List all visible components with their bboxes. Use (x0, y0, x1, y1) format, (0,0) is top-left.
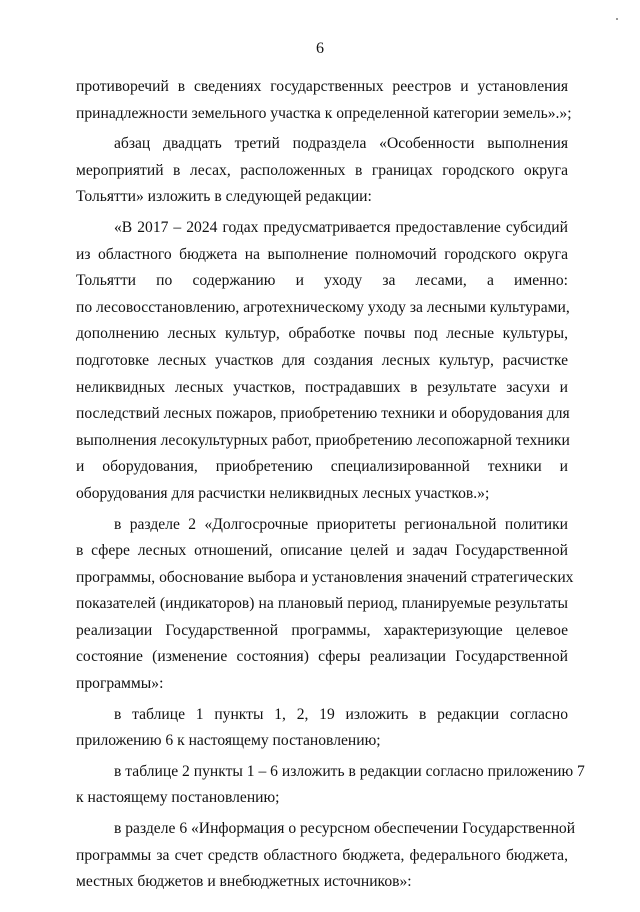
text-line: в таблице 2 пункты 1 – 6 изложить в редакции согласно приложению 7 (114, 762, 585, 780)
text-line: и оборудования, приобретению специализированной техники и (76, 458, 568, 476)
text-line: дополнению лесных культур, обработке почвы под лесные культуры, (76, 325, 568, 343)
text-line: показателей (индикаторов) на плановый период, планируемые результаты (76, 595, 568, 613)
text-line: принадлежности земельного участка к определенной категории земель».»; (76, 104, 572, 122)
text-line: в сфере лесных отношений, описание целей и задач Государственной (76, 542, 568, 560)
text-line: последствий лесных пожаров, приобретению техники и оборудования для (76, 405, 570, 423)
text-line: программы за счет средств областного бюджета, федерального бюджета, (76, 846, 568, 864)
text-line: программы, обоснование выбора и установления значений стратегических (76, 568, 574, 586)
text-line: «В 2017 – 2024 годах предусматривается предоставление субсидий (114, 218, 568, 236)
paragraph (76, 74, 572, 127)
text-line: к настоящему постановлению; (76, 789, 280, 807)
text-line: абзац двадцать третий подраздела «Особенности выполнения (114, 135, 568, 153)
text-line: местных бюджетов и внебюджетных источников»: (76, 873, 412, 891)
document-body (76, 74, 585, 900)
text-line: Тольятти» изложить в следующей редакции: (76, 188, 372, 206)
paragraph (76, 131, 568, 211)
text-line: оборудования для расчистки неликвидных лесных участков.»; (76, 484, 490, 502)
paragraph (76, 816, 576, 896)
paragraph (76, 759, 585, 812)
text-line: в разделе 2 «Долгосрочные приоритеты региональной политики (114, 515, 568, 533)
paragraph (76, 702, 568, 755)
text-line: из областного бюджета на выполнение полномочий городского округа (76, 245, 568, 263)
text-line: в таблице 1 пункты 1, 2, 19 изложить в редакции согласно (114, 705, 568, 723)
text-line: по лесовосстановлению, агротехническому уходу за лесными культурами, (76, 298, 570, 316)
text-line: подготовке лесных участков для создания лесных культур, расчистке (76, 351, 568, 369)
paragraph (76, 512, 574, 698)
scan-speck (616, 18, 618, 20)
text-line: неликвидных лесных участков, пострадавших в результате засухи и (76, 378, 568, 396)
text-line: состояние (изменение состояния) сферы реализации Государственной (76, 648, 568, 666)
text-line: мероприятий в лесах, расположенных в границах городского округа (76, 161, 568, 179)
page-number: 6 (316, 40, 324, 57)
text-line: Тольятти по содержанию и уходу за лесами, а именно: (76, 272, 568, 290)
paragraph (76, 215, 568, 508)
text-line: программы»: (76, 675, 164, 693)
text-line: в разделе 6 «Информация о ресурсном обеспечении Государственной (114, 820, 576, 838)
text-line: выполнения лесокультурных работ, приобретению лесопожарной техники (76, 431, 570, 449)
text-line: противоречий в сведениях государственных реестров и установления (76, 78, 568, 95)
text-line: реализации Государственной программы, характеризующие целевое (76, 621, 568, 639)
text-line: приложению 6 к настоящему постановлению; (76, 732, 381, 750)
